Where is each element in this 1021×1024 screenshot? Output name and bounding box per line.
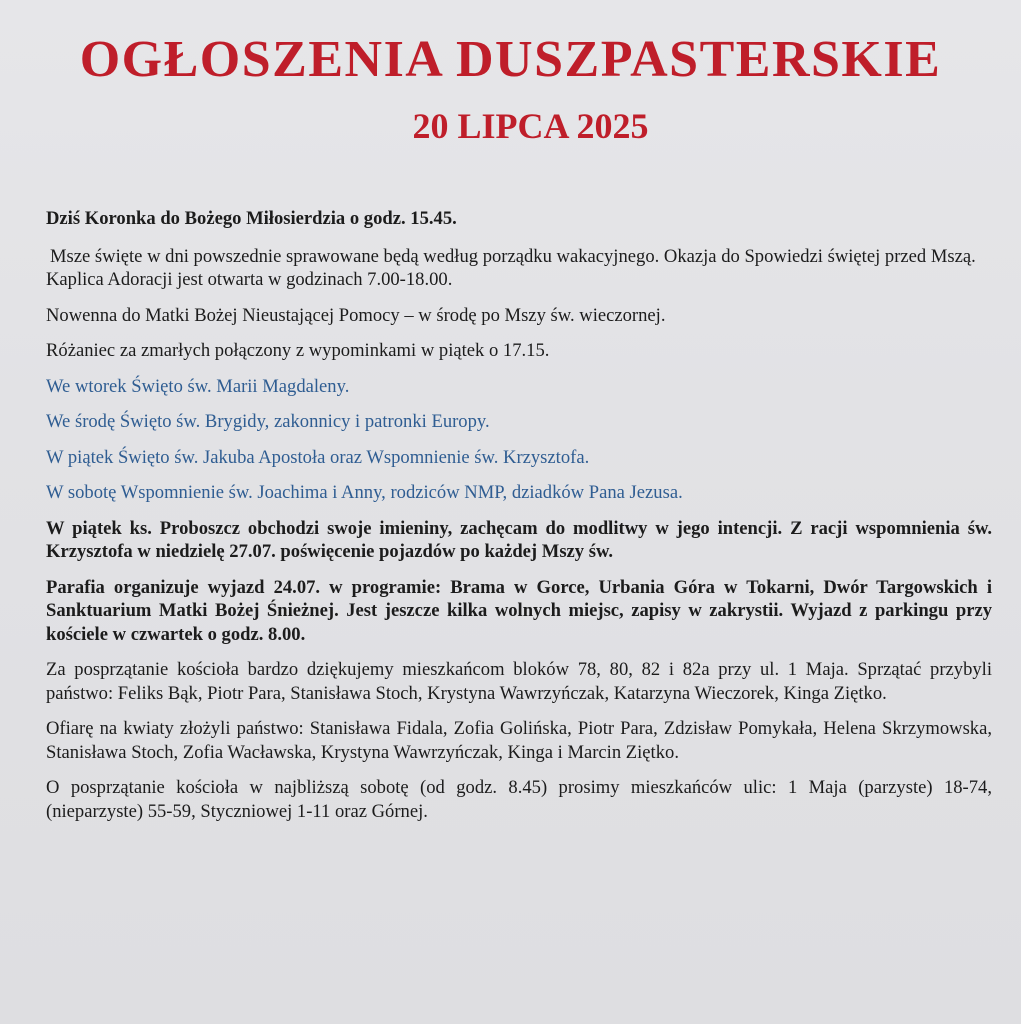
announcement-trip: Parafia organizuje wyjazd 24.07. w programie: Brama w Gorce, Urbania Góra w Tokarni, Dwór Targowskich i Sanktuarium Matki Bożej Śnieżnej. Jest jeszcze kilka wolnych miejsc, zapisy w zakrystii. Wyjazd z parkingu przy kościele w czwartek o godz. 8.00.: [46, 576, 992, 645]
feast-friday: W piątek Święto św. Jakuba Apostoła oraz Wspomnienie św. Krzysztofa.: [46, 446, 590, 468]
announcements-body: [46, 207, 992, 835]
feast-saturday: W sobotę Wspomnienie św. Joachima i Anny, rodziców NMP, dziadków Pana Jezusa.: [46, 482, 683, 503]
announcement-cleaning-thanks: Za posprzątanie kościoła bardzo dziękujemy mieszkańcom bloków 78, 80, 82 i 82a przy ul. 1 Maja. Sprzątać przybyli państwo: Feliks Bąk, Piotr Para, Stanisława Stoch, Krystyna Wawrzyńczak, Katarzyna Wieczorek, Kinga Ziętko.: [46, 659, 992, 704]
page-title: OGŁOSZENIA DUSZPASTERSKIE: [79, 31, 942, 88]
feast-wednesday: We środę Święto św. Brygidy, zakonnicy i patronki Europy.: [46, 411, 490, 432]
announcement-next-cleaning: O posprzątanie kościoła w najbliższą sobotę (od godz. 8.45) prosimy mieszkańców ulic: 1 Maja (parzyste) 18-74, (nieparzyste) 55-59, Styczniowej 1-11 oraz Górnej.: [46, 777, 992, 822]
announcement-adoration-chapel: Kaplica Adoracji jest otwarta w godzinach 7.00-18.00.: [46, 269, 453, 290]
announcement-rosary: Różaniec za zmarłych połączony z wypominkami w piątek o 17.15.: [46, 340, 550, 361]
page-date: 20 LIPCA 2025: [412, 106, 649, 146]
announcement-holy-masses: Msze święte w dni powszednie sprawowane będą według porządku wakacyjnego. Okazja do Spowiedzi świętej przed Mszą.: [50, 245, 976, 267]
announcement-name-day: W piątek ks. Proboszcz obchodzi swoje imieniny, zachęcam do modlitwy w jego intencji. Z racji wspomnienia św. Krzysztofa w niedzielę 27.07. poświęcenie pojazdów po każdej Mszy św.: [46, 517, 992, 562]
feast-tuesday: We wtorek Święto św. Marii Magdaleny.: [46, 375, 350, 397]
announcement-novena: Nowenna do Matki Bożej Nieustającej Pomocy – w środę po Mszy św. wieczornej.: [46, 304, 666, 326]
announcement-flower-donors: Ofiarę na kwiaty złożyli państwo: Stanisława Fidala, Zofia Golińska, Piotr Para, Zdzisław Pomykała, Helena Skrzymowska, Stanisława Stoch, Zofia Wacławska, Krystyna Wawrzyńczak, Kinga i Marcin Ziętko.: [46, 718, 992, 763]
announcement-chaplet: Dziś Koronka do Bożego Miłosierdzia o godz. 15.45.: [46, 208, 457, 229]
